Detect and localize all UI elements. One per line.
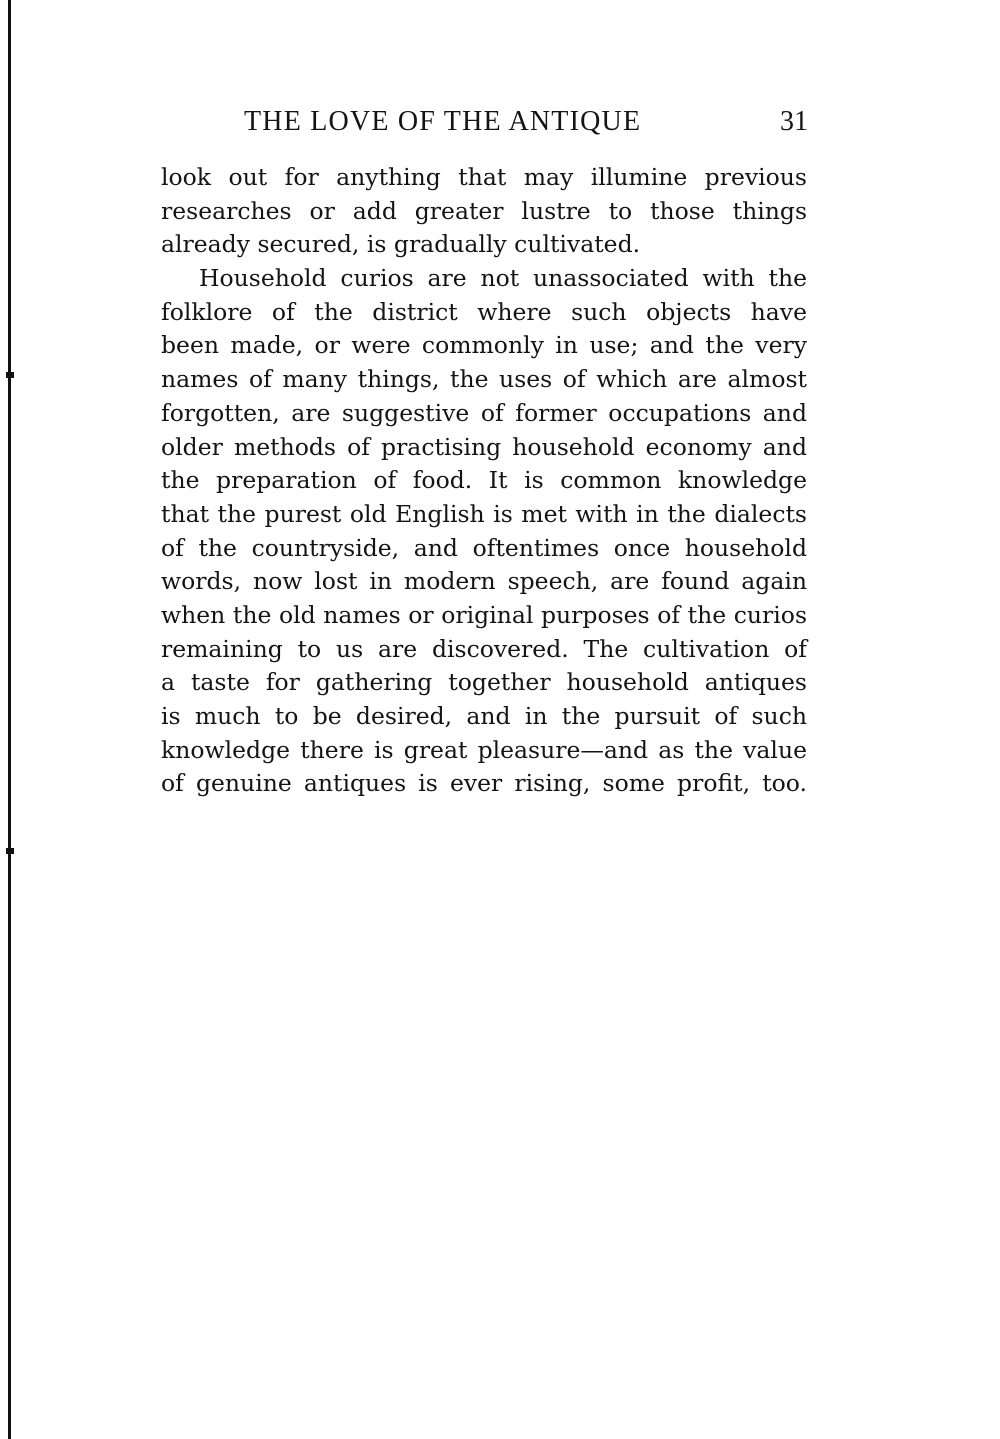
text-line: that the purest old English is met with in the dialects xyxy=(161,499,807,528)
text-line: older methods of practising household economy and xyxy=(161,432,807,461)
text-line: a taste for gathering together household antiques xyxy=(161,668,807,697)
text-line: is much to be desired, and in the pursuit of such xyxy=(161,702,807,730)
body-text xyxy=(161,161,807,801)
text-line: forgotten, are suggestive of former occupations and xyxy=(161,398,807,427)
text-line: already secured, is gradually cultivated. xyxy=(161,230,641,259)
page-number: 31 xyxy=(780,106,808,137)
binding-mark xyxy=(6,848,14,854)
text-line: of genuine antiques is ever rising, some profit, too. xyxy=(161,769,807,798)
page-header xyxy=(244,102,808,142)
text-line: been made, or were commonly in use; and the very xyxy=(161,331,807,360)
text-line: Household curios are not unassociated with the xyxy=(199,264,807,293)
binding-mark xyxy=(6,372,14,378)
running-title: THE LOVE OF THE ANTIQUE xyxy=(244,106,642,137)
text-line: researches or add greater lustre to those things xyxy=(161,196,807,225)
text-line: folklore of the district where such objects have xyxy=(161,297,807,326)
text-line: remaining to us are discovered. The cultivation of xyxy=(161,634,807,663)
text-line: of the countryside, and oftentimes once household xyxy=(161,533,807,562)
text-line: words, now lost in modern speech, are found again xyxy=(161,567,807,596)
binding-edge-line xyxy=(8,0,11,1439)
text-line: names of many things, the uses of which are almost xyxy=(161,365,807,394)
text-line: look out for anything that may illumine previous xyxy=(161,163,807,191)
text-line: the preparation of food. It is common knowledge xyxy=(161,466,807,495)
text-line: when the old names or original purposes of the curios xyxy=(161,600,807,629)
text-line: knowledge there is great pleasure—and as the value xyxy=(161,735,807,764)
